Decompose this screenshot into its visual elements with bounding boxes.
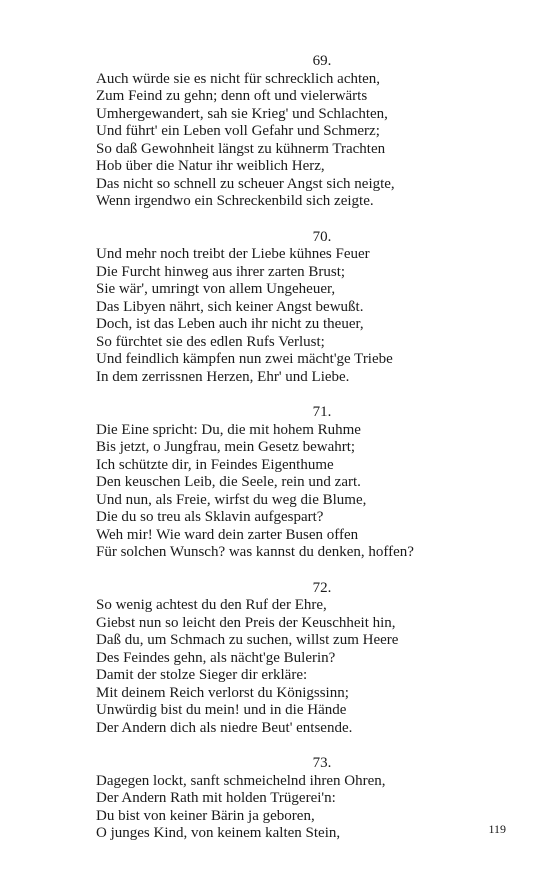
verse-line: Die Furcht hinweg aus ihrer zarten Brust; — [96, 263, 346, 280]
verse-line: So fürchtet sie des edlen Rufs Verlust; — [96, 333, 325, 350]
stanza-71 — [96, 404, 516, 562]
verse-line: Ich schützte dir, in Feindes Eigenthume — [96, 456, 334, 473]
verse-line: Dagegen lockt, sanft schmeichelnd ihren Ohren, — [96, 772, 386, 789]
stanza-number: 70. — [312, 228, 332, 245]
verse-line: So daß Gewohnheit längst zu kühnerm Trachten — [96, 140, 386, 157]
verse-line: Und feindlich kämpfen nun zwei mächt'ge Triebe — [96, 351, 393, 367]
verse-line: Unwürdig bist du mein! und in die Hände — [96, 702, 347, 718]
verse-line: Die du so treu als Sklavin aufgespart? — [96, 509, 324, 525]
verse-line: Das nicht so schnell zu scheuer Angst sich neigte, — [96, 175, 395, 192]
stanza-69 — [96, 53, 516, 211]
verse-line: In dem zerrissnen Herzen, Ehr' und Liebe. — [96, 368, 350, 385]
verse-line: Du bist von keiner Bärin ja geboren, — [96, 807, 315, 824]
verse-line: Sie wär', umringt von allem Ungeheuer, — [96, 281, 336, 297]
page-number: 119 — [488, 822, 506, 836]
verse-line: Doch, ist das Leben auch ihr nicht zu theuer, — [96, 316, 364, 332]
stanza-70 — [96, 229, 516, 387]
verse-line: Weh mir! Wie ward dein zarter Busen offen — [96, 526, 359, 543]
stanza-number: 71. — [312, 404, 332, 420]
verse-line: Daß du, um Schmach zu suchen, willst zum Heere — [96, 632, 399, 648]
verse-line: Das Libyen nährt, sich keiner Angst bewußt. — [96, 298, 364, 315]
verse-line: Mit deinem Reich verlorst du Königssinn; — [96, 684, 349, 701]
verse-line: Wenn irgendwo ein Schreckenbild sich zeigte. — [96, 193, 374, 209]
verse-line: Und mehr noch treibt der Liebe kühnes Feuer — [96, 246, 370, 262]
verse-line: Für solchen Wunsch? was kannst du denken, hoffen? — [96, 544, 414, 560]
verse-line: Des Feindes gehn, als nächt'ge Bulerin? — [96, 649, 336, 666]
verse-line: So wenig achtest du den Ruf der Ehre, — [96, 597, 327, 613]
stanza-number: 73. — [312, 755, 332, 771]
stanza-number: 69. — [312, 53, 332, 69]
verse-line: Den keuschen Leib, die Seele, rein und zart. — [96, 474, 361, 490]
stanza-72 — [96, 580, 516, 738]
stanza-number: 72. — [312, 579, 332, 596]
verse-line: Und führt' ein Leben voll Gefahr und Schmerz; — [96, 123, 380, 139]
verse-line: O junges Kind, von keinem kalten Stein, — [96, 825, 341, 841]
stanza-73 — [96, 755, 516, 843]
verse-line: Auch würde sie es nicht für schrecklich achten, — [96, 70, 381, 87]
verse-line: Der Andern dich als niedre Beut' entsende. — [96, 719, 353, 736]
verse-line: Die Eine spricht: Du, die mit hohem Ruhme — [96, 421, 361, 438]
verse-line: Der Andern Rath mit holden Trügerei'n: — [96, 790, 336, 806]
verse-line: Zum Feind zu gehn; denn oft und vielerwärts — [96, 88, 368, 104]
verse-line: Damit der stolze Sieger dir erkläre: — [96, 667, 308, 683]
poem-text — [96, 53, 516, 861]
verse-line: Umhergewandert, sah sie Krieg' und Schlachten, — [96, 105, 388, 122]
verse-line: Und nun, als Freie, wirfst du weg die Blume, — [96, 491, 367, 508]
verse-line: Bis jetzt, o Jungfrau, mein Gesetz bewahrt; — [96, 439, 356, 455]
verse-line: Giebst nun so leicht den Preis der Keuschheit hin, — [96, 614, 396, 631]
verse-line: Hob über die Natur ihr weiblich Herz, — [96, 158, 325, 174]
